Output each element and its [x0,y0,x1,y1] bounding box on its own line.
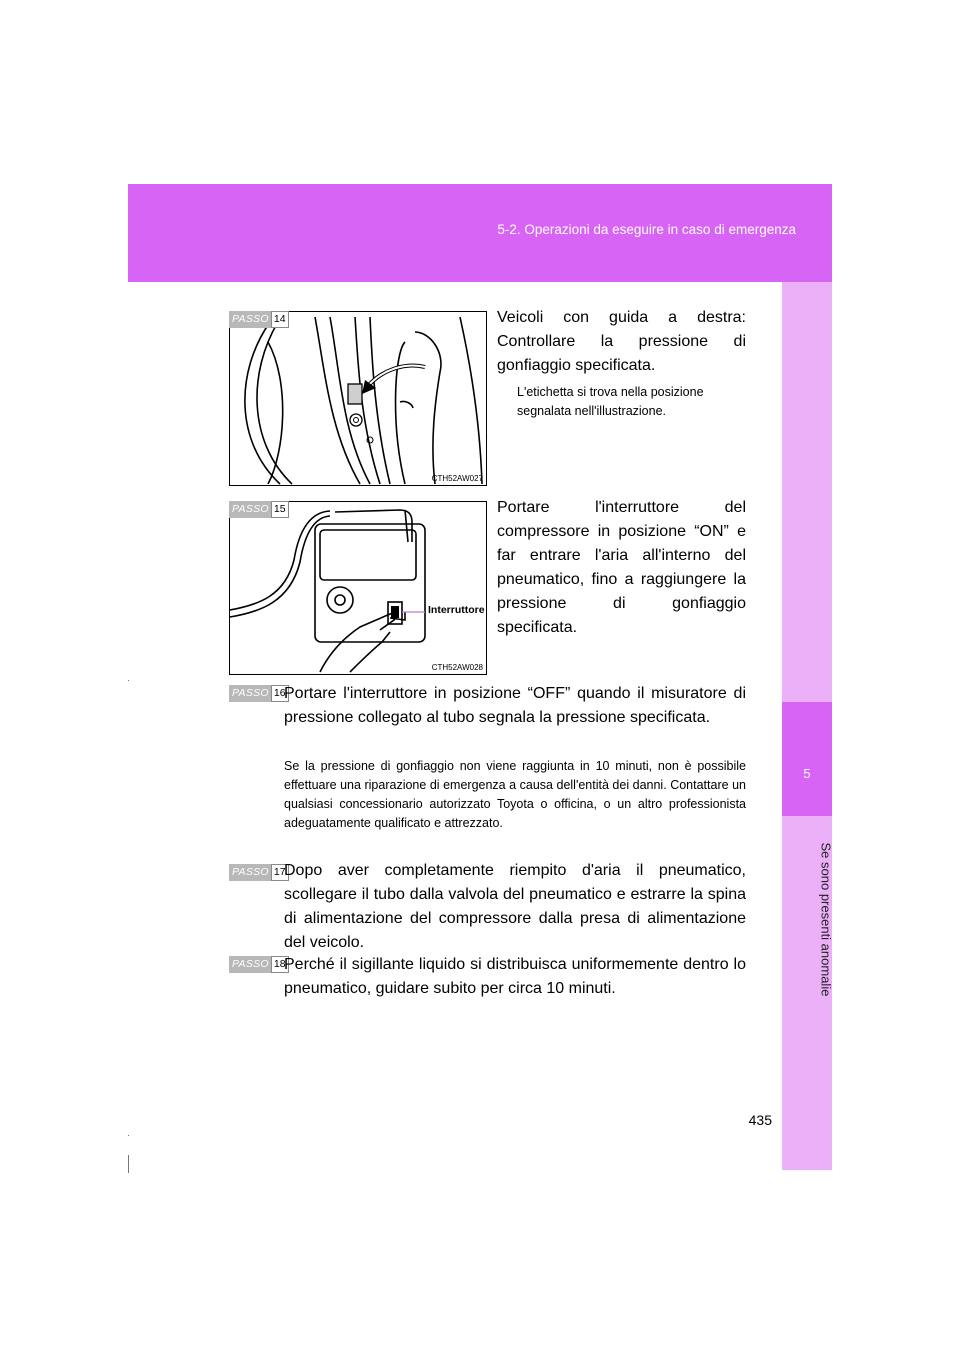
step-18-badge [229,956,289,973]
passo-label: PASSO [229,311,271,328]
step-16-badge [229,685,289,702]
step-15-text: Portare l'interruttore del compressore in posizione “ON” e far entrare l'aria all'interno del pneumatico, fino a raggiungere la pressione di gonfiaggio specificata. [497,499,746,636]
step-17-badge [229,864,289,881]
step-number: 14 [271,311,289,328]
step-14-illustration [229,311,487,486]
step-18-text: Perché il sigillante liquido si distribuisca uniformemente dentro lo pneumatico, guidare subito per circa 10 minuti. [284,956,746,997]
step-16-text: Portare l'interruttore in posizione “OFF” quando il misuratore di pressione collegato al tubo segnala la pressione specificata. [284,685,746,726]
crop-mark [128,1155,129,1173]
passo-label: PASSO [229,685,271,702]
door-pillar-label-illustration [230,312,486,485]
step-number: 15 [271,501,289,518]
step-14-note: L'etichetta si trova nella posizione segnalata nell'illustrazione. [517,385,704,418]
compressor-switch-illustration [230,502,486,674]
figure-code: CTH52AW027 [431,474,483,483]
step-15-badge [229,501,289,518]
section-title: 5-2. Operazioni da eseguire in caso di emergenza [497,222,796,237]
step-17-text: Dopo aver completamente riempito d'aria il pneumatico, scollegare il tubo dalla valvola del pneumatico e estrarre la spina di alimentazione del compressore dalla presa di alimentazione del veicolo. [284,862,746,951]
passo-label: PASSO [229,956,271,973]
crop-mark [128,1135,129,1136]
section-header [128,184,832,282]
step-number: 17 [271,864,289,881]
step-number: 16 [271,685,289,702]
switch-callout: Interruttore [428,604,485,616]
step-16-note: Se la pressione di gonfiaggio non viene raggiunta in 10 minuti, non è possibile effettuare una riparazione di emergenza a causa dell'entità dei danni. Contattare un qualsiasi concessionario autorizzato Toyota o officina, o un altro professionista adeguatamente qualificato e attrezzato. [284,759,746,830]
chapter-number-tab [782,702,832,816]
figure-code: CTH52AW028 [431,663,483,672]
page-number: 435 [748,1112,772,1128]
chapter-number: 5 [803,766,811,781]
crop-mark [128,680,129,681]
step-15-illustration [229,501,487,675]
step-number: 18 [271,956,289,973]
passo-label: PASSO [229,501,271,518]
passo-label: PASSO [229,864,271,881]
step-14-badge [229,311,289,328]
step-14-text: Veicoli con guida a destra: Controllare la pressione di gonfiaggio specificata. [497,309,746,374]
chapter-title: Se sono presenti anomalie [818,842,834,997]
